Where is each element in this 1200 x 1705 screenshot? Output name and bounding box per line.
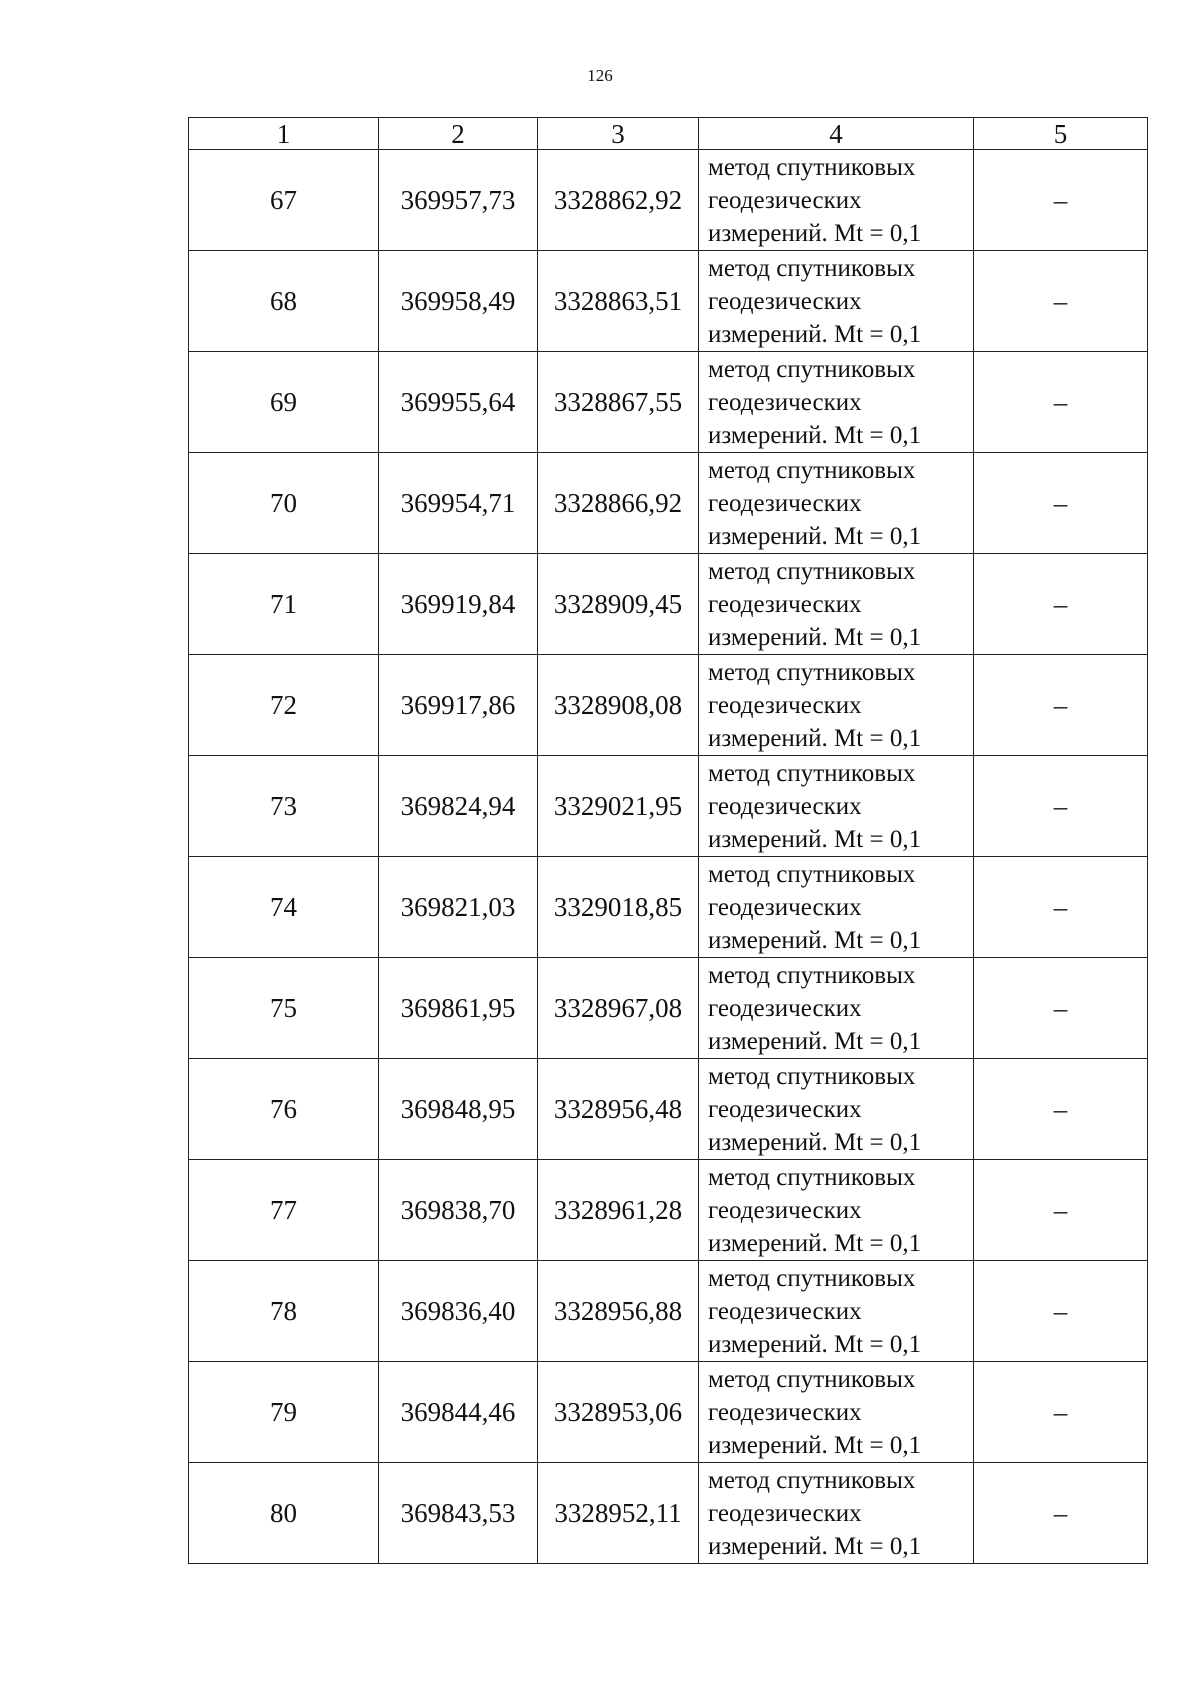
method-line: геодезических [708, 388, 862, 416]
point-number-cell: 80 [189, 1463, 379, 1564]
method-line: метод спутниковых [708, 1264, 916, 1292]
column-header: 4 [699, 118, 974, 150]
method-cell [699, 1362, 974, 1463]
x-coordinate-cell: 369957,73 [379, 150, 538, 251]
x-coordinate-cell: 369955,64 [379, 352, 538, 453]
method-line: метод спутниковых [708, 355, 916, 383]
column-header: 3 [538, 118, 699, 150]
note-cell: – [974, 958, 1148, 1059]
y-coordinate-cell: 3328866,92 [538, 453, 699, 554]
method-line: геодезических [708, 691, 862, 719]
method-cell [699, 352, 974, 453]
method-line: геодезических [708, 1398, 862, 1426]
method-line: метод спутниковых [708, 658, 916, 686]
note-cell: – [974, 251, 1148, 352]
method-line: измерений. Mt = 0,1 [708, 1532, 922, 1560]
method-line: метод спутниковых [708, 254, 916, 282]
method-cell [699, 554, 974, 655]
column-header: 1 [189, 118, 379, 150]
note-cell: – [974, 150, 1148, 251]
table-header-row [189, 118, 1148, 150]
x-coordinate-cell: 369844,46 [379, 1362, 538, 1463]
x-coordinate-cell: 369848,95 [379, 1059, 538, 1160]
method-cell [699, 1463, 974, 1564]
method-cell [699, 251, 974, 352]
point-number-cell: 76 [189, 1059, 379, 1160]
y-coordinate-cell: 3328952,11 [538, 1463, 699, 1564]
method-line: геодезических [708, 287, 862, 315]
y-coordinate-cell: 3328909,45 [538, 554, 699, 655]
table-row [189, 756, 1148, 857]
note-cell: – [974, 756, 1148, 857]
method-line: метод спутниковых [708, 860, 916, 888]
point-number-cell: 69 [189, 352, 379, 453]
page-number: 126 [587, 66, 613, 85]
method-line: измерений. Mt = 0,1 [708, 623, 922, 651]
point-number-cell: 74 [189, 857, 379, 958]
method-line: метод спутниковых [708, 1062, 916, 1090]
method-line: геодезических [708, 186, 862, 214]
method-cell [699, 857, 974, 958]
note-cell: – [974, 1261, 1148, 1362]
method-line: измерений. Mt = 0,1 [708, 219, 922, 247]
point-number-cell: 67 [189, 150, 379, 251]
point-number-cell: 70 [189, 453, 379, 554]
point-number-cell: 68 [189, 251, 379, 352]
method-cell [699, 1160, 974, 1261]
x-coordinate-cell: 369843,53 [379, 1463, 538, 1564]
note-cell: – [974, 655, 1148, 756]
point-number-cell: 73 [189, 756, 379, 857]
point-number-cell: 77 [189, 1160, 379, 1261]
method-cell [699, 1261, 974, 1362]
method-line: геодезических [708, 1499, 862, 1527]
method-line: геодезических [708, 792, 862, 820]
note-cell: – [974, 453, 1148, 554]
coordinates-table [188, 117, 1148, 1564]
x-coordinate-cell: 369824,94 [379, 756, 538, 857]
method-line: геодезических [708, 1196, 862, 1224]
table-row [189, 655, 1148, 756]
method-line: метод спутниковых [708, 557, 916, 585]
y-coordinate-cell: 3328867,55 [538, 352, 699, 453]
note-cell: – [974, 1463, 1148, 1564]
method-line: измерений. Mt = 0,1 [708, 421, 922, 449]
point-number-cell: 71 [189, 554, 379, 655]
table-row [189, 150, 1148, 251]
method-cell [699, 1059, 974, 1160]
table-row [189, 251, 1148, 352]
table-row [189, 1160, 1148, 1261]
method-line: измерений. Mt = 0,1 [708, 1431, 922, 1459]
method-line: измерений. Mt = 0,1 [708, 1128, 922, 1156]
method-cell [699, 756, 974, 857]
method-line: геодезических [708, 994, 862, 1022]
method-cell [699, 453, 974, 554]
point-number-cell: 78 [189, 1261, 379, 1362]
y-coordinate-cell: 3328967,08 [538, 958, 699, 1059]
point-number-cell: 75 [189, 958, 379, 1059]
method-line: геодезических [708, 1297, 862, 1325]
method-line: метод спутниковых [708, 759, 916, 787]
x-coordinate-cell: 369919,84 [379, 554, 538, 655]
method-line: геодезических [708, 489, 862, 517]
method-line: измерений. Mt = 0,1 [708, 522, 922, 550]
table-row [189, 352, 1148, 453]
table-row [189, 857, 1148, 958]
note-cell: – [974, 1059, 1148, 1160]
column-header: 2 [379, 118, 538, 150]
point-number-cell: 72 [189, 655, 379, 756]
y-coordinate-cell: 3328862,92 [538, 150, 699, 251]
method-line: метод спутниковых [708, 1163, 916, 1191]
method-line: геодезических [708, 590, 862, 618]
x-coordinate-cell: 369838,70 [379, 1160, 538, 1261]
table-row [189, 1362, 1148, 1463]
y-coordinate-cell: 3328956,48 [538, 1059, 699, 1160]
point-number-cell: 79 [189, 1362, 379, 1463]
method-cell [699, 150, 974, 251]
method-line: метод спутниковых [708, 1365, 916, 1393]
method-line: измерений. Mt = 0,1 [708, 1027, 922, 1055]
table-row [189, 1463, 1148, 1564]
x-coordinate-cell: 369954,71 [379, 453, 538, 554]
table-row [189, 1261, 1148, 1362]
method-line: метод спутниковых [708, 1466, 916, 1494]
note-cell: – [974, 352, 1148, 453]
x-coordinate-cell: 369917,86 [379, 655, 538, 756]
method-line: измерений. Mt = 0,1 [708, 724, 922, 752]
method-line: измерений. Mt = 0,1 [708, 1330, 922, 1358]
method-line: метод спутниковых [708, 456, 916, 484]
method-line: геодезических [708, 1095, 862, 1123]
y-coordinate-cell: 3328908,08 [538, 655, 699, 756]
column-header: 5 [974, 118, 1148, 150]
method-cell [699, 958, 974, 1059]
x-coordinate-cell: 369861,95 [379, 958, 538, 1059]
method-line: измерений. Mt = 0,1 [708, 320, 922, 348]
method-line: измерений. Mt = 0,1 [708, 825, 922, 853]
method-line: метод спутниковых [708, 961, 916, 989]
y-coordinate-cell: 3328956,88 [538, 1261, 699, 1362]
note-cell: – [974, 1362, 1148, 1463]
y-coordinate-cell: 3328863,51 [538, 251, 699, 352]
y-coordinate-cell: 3328953,06 [538, 1362, 699, 1463]
x-coordinate-cell: 369958,49 [379, 251, 538, 352]
x-coordinate-cell: 369836,40 [379, 1261, 538, 1362]
note-cell: – [974, 1160, 1148, 1261]
x-coordinate-cell: 369821,03 [379, 857, 538, 958]
table-row [189, 1059, 1148, 1160]
note-cell: – [974, 554, 1148, 655]
method-line: геодезических [708, 893, 862, 921]
method-line: метод спутниковых [708, 153, 916, 181]
y-coordinate-cell: 3329018,85 [538, 857, 699, 958]
note-cell: – [974, 857, 1148, 958]
table-row [189, 453, 1148, 554]
y-coordinate-cell: 3329021,95 [538, 756, 699, 857]
table-row [189, 958, 1148, 1059]
method-line: измерений. Mt = 0,1 [708, 1229, 922, 1257]
y-coordinate-cell: 3328961,28 [538, 1160, 699, 1261]
method-cell [699, 655, 974, 756]
method-line: измерений. Mt = 0,1 [708, 926, 922, 954]
table-row [189, 554, 1148, 655]
